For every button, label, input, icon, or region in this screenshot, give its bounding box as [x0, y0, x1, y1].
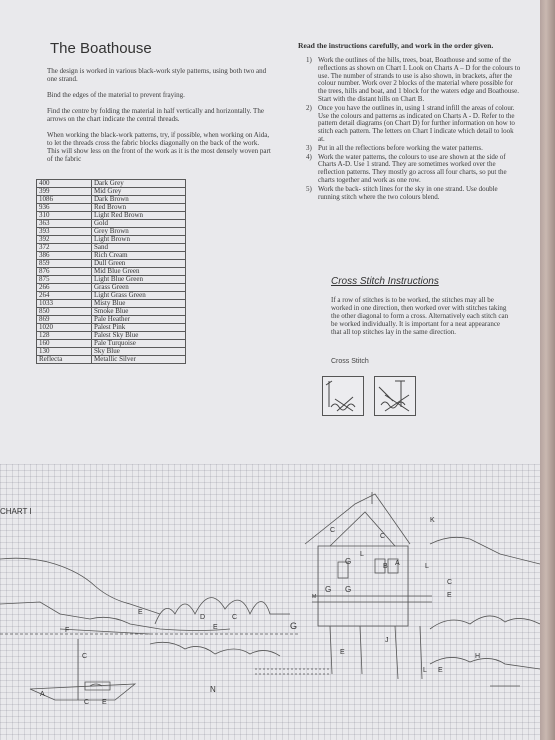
thread-code: 1033	[37, 300, 92, 308]
thread-code: 399	[37, 188, 92, 196]
step-text: Work the back- stitch lines for the sky in one strand. Use double running stitch where the two colours blend.	[318, 184, 498, 201]
thread-colour-name: Grass Green	[92, 284, 186, 292]
thread-colour-name: Metallic Silver	[92, 356, 186, 364]
boat-hull	[30, 684, 135, 700]
step-text: Work the outlines of the hills, trees, boat, Boathouse and some of the reflections as shown on Chart I. Look on Charts A – D for the colours to use. The number of strands to use is also shown, in brackets, after the colour number. Work over 2 blocks of the material where possible for the trees, hills and boat, and 1 block for the waters edge and Boathouse. Start with the distant hills on Chart B.	[318, 56, 521, 103]
thread-code: 1086	[37, 196, 92, 204]
chart-letter: G	[325, 585, 332, 594]
chart-letter: C	[232, 614, 238, 621]
thread-code: 310	[37, 212, 92, 220]
step-number: 2)	[306, 103, 312, 112]
intro-paragraph-3: Find the centre by folding the material in half vertically and horizontally. The arrows on the chart indicate the central threads.	[47, 107, 264, 123]
boathouse-stilt-3	[395, 626, 398, 679]
thread-colour-name: Pale Heather	[92, 316, 186, 324]
thread-colour-name: Sky Blue	[92, 348, 186, 356]
thread-colour-name: Dark Grey	[92, 180, 186, 188]
right-bank-2	[430, 657, 540, 669]
instruction-steps	[306, 57, 521, 202]
thread-code: 859	[37, 260, 92, 268]
thread-colour-table	[36, 179, 186, 364]
thread-code: Reflecta	[37, 356, 92, 364]
instruction-step	[306, 145, 521, 153]
cross-stitch-caption: Cross Stitch	[331, 358, 369, 365]
chart-letter: L	[425, 563, 429, 570]
thread-code: 869	[37, 316, 92, 324]
boathouse-wall	[318, 546, 408, 626]
thread-colour-name: Light Red Brown	[92, 212, 186, 220]
chart-letter: L	[423, 667, 427, 674]
thread-code: 130	[37, 348, 92, 356]
intro-paragraph-1: The design is worked in various black-work style patterns, using both two and one strand.	[47, 67, 267, 83]
thread-colour-name: Light Grass Green	[92, 292, 186, 300]
instruction-step	[306, 57, 521, 104]
chart-letter: C	[380, 533, 386, 540]
chart-letter: E	[438, 667, 443, 674]
chart-letter: E	[138, 609, 143, 616]
shore-line	[0, 602, 230, 631]
chart-label: CHART I	[0, 507, 32, 516]
intro-text	[47, 67, 272, 171]
thread-colour-name: Mid Blue Green	[92, 268, 186, 276]
thread-colour-name: Red Brown	[92, 204, 186, 212]
boathouse-stilt-4	[420, 626, 422, 679]
thread-code: 936	[37, 204, 92, 212]
thread-code: 266	[37, 284, 92, 292]
thread-colour-name: Grey Brown	[92, 228, 186, 236]
thread-colour-name: Gold	[92, 220, 186, 228]
chart-drawing	[0, 464, 540, 740]
hill-outline	[0, 558, 160, 614]
thread-colour-name: Sand	[92, 244, 186, 252]
chart-letter: E	[447, 592, 452, 599]
thread-code: 386	[37, 252, 92, 260]
step-number: 1)	[306, 56, 312, 64]
step-number: 5)	[306, 184, 312, 193]
right-bank	[430, 616, 540, 629]
chart-letter: A	[395, 560, 400, 567]
thread-code: 372	[37, 244, 92, 252]
chart-letter: C	[84, 699, 90, 706]
thread-code: 128	[37, 332, 92, 340]
thread-code: 264	[37, 292, 92, 300]
chart-letter: L	[360, 551, 364, 558]
thread-colour-name: Light Brown	[92, 236, 186, 244]
thread-row	[37, 212, 186, 220]
thread-colour-name: Dark Brown	[92, 196, 186, 204]
thread-colour-name: Palest Sky Blue	[92, 332, 186, 340]
chart-letter: C	[82, 653, 88, 660]
intro-paragraph-2: Bind the edges of the material to prevent fraying.	[47, 91, 185, 99]
thread-code: 400	[37, 180, 92, 188]
chart-letter: E	[340, 649, 345, 656]
needle-cross-stitch-icon	[375, 377, 415, 415]
instruction-step	[306, 154, 521, 185]
chart-letter: J	[385, 637, 389, 644]
chart-letter: E	[213, 624, 218, 631]
thread-row	[37, 356, 186, 364]
chart-letter: B	[383, 563, 388, 570]
thread-code: 160	[37, 340, 92, 348]
thread-code: 363	[37, 220, 92, 228]
thread-colour-name: Smoke Blue	[92, 308, 186, 316]
thread-code: 393	[37, 228, 92, 236]
thread-code: 392	[37, 236, 92, 244]
thread-code: 875	[37, 276, 92, 284]
cross-stitch-title: Cross Stitch Instructions	[331, 276, 439, 287]
half-stitch-diagram	[322, 376, 364, 416]
boathouse-stilt-1	[330, 626, 332, 674]
chart-letter: C	[447, 579, 453, 586]
instruction-step	[306, 186, 521, 202]
chart-letter: E	[102, 699, 107, 706]
instructions-heading: Read the instructions carefully, and work in the order given.	[298, 41, 494, 50]
water-line-2	[60, 629, 150, 634]
thread-row	[37, 236, 186, 244]
thread-colour-name: Palest Pink	[92, 324, 186, 332]
chart-letter: K	[430, 517, 435, 524]
chart-letter: N	[210, 685, 216, 694]
instruction-step	[306, 105, 521, 144]
thread-code: 876	[37, 268, 92, 276]
chart-letter: A	[40, 691, 45, 698]
table-surface-edge	[540, 0, 555, 740]
step-number: 4)	[306, 152, 312, 161]
step-number: 3)	[306, 143, 312, 152]
chart-letter: G	[345, 557, 352, 566]
chart-letter: C	[330, 527, 336, 534]
chart-letter: G	[290, 621, 298, 631]
tree-outline	[155, 598, 290, 624]
chart-letter: M	[312, 594, 317, 600]
thread-colour-name: Pale Turquoise	[92, 340, 186, 348]
thread-code: 1020	[37, 324, 92, 332]
boathouse-roof-inner	[330, 512, 395, 546]
thread-code: 850	[37, 308, 92, 316]
tree-outline-2	[150, 642, 280, 656]
thread-colour-name: Misty Blue	[92, 300, 186, 308]
intro-paragraph-4: When working the black-work patterns, try, if possible, when working on Aida, to let the threads cross the fabric blocks diagonally on the back of the work. This will show less on the front of the work as it is the most densely woven part of the fabric	[47, 131, 271, 163]
page-title: The Boathouse	[50, 40, 152, 57]
thread-colour-name: Light Blue Green	[92, 276, 186, 284]
chart-letter: H	[475, 653, 481, 660]
step-text: Once you have the outlines in, using 1 strand infill the areas of colour. Use the colours and patterns as indicated on Charts A - D. Refer to the pattern detail diagrams (on Chart D) for further information on how to stitch each pattern. The letters on Chart I indicate which detail to look at.	[318, 103, 515, 143]
step-text: Put in all the reflections before working the water patterns.	[318, 143, 483, 152]
cross-stitch-text: If a row of stitches is to be worked, the stitches may all be worked in one direction, then worked over with stitches taking the other diagonal to form a cross. Alternatively each stitch can be worked individually. It is important for a neat appearance that all top stitches lay in the same direction.	[331, 296, 509, 336]
needle-half-stitch-icon	[323, 377, 363, 415]
thread-colour-name: Mid Grey	[92, 188, 186, 196]
thread-colour-name: Rich Cream	[92, 252, 186, 260]
right-tree-outline	[430, 537, 540, 564]
chart-letter: G	[345, 585, 352, 594]
chart-letter: F	[65, 627, 70, 634]
step-text: Work the water patterns, the colours to use are shown at the side of Charts A-D. Use 1 strand. They are sometimes worked over the reflection patterns. They mostly go across all four charts, so put the charts together and work as one row.	[318, 152, 507, 184]
thread-colour-name: Dull Green	[92, 260, 186, 268]
full-stitch-diagram	[374, 376, 416, 416]
boathouse-stilt-2	[360, 626, 362, 674]
chart-letter: D	[200, 614, 206, 621]
